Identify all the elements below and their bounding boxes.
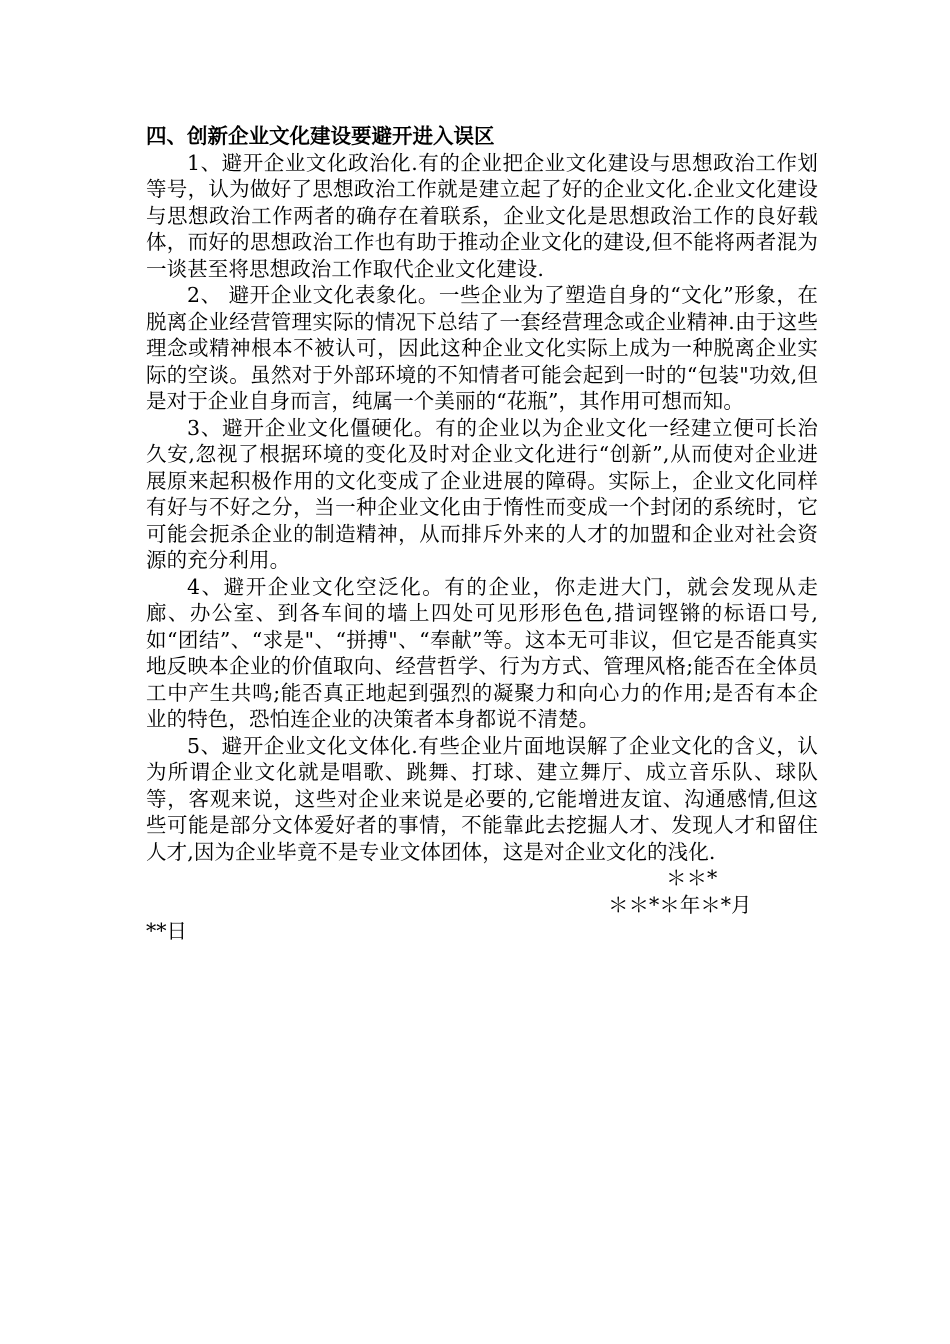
signature-day: **日 bbox=[146, 919, 187, 943]
paragraph-5: 5、避开企业文化文体化.有些企业片面地误解了企业文化的含义，认为所谓企业文化就是唱歌、跳舞、打球、建立舞厅、成立音乐队、球队等，客观来说，这些对企业来说是必要的,它能增进友谊、沟通感情,但这些可能是部分文体爱好者的事情，不能靠此去挖掘人才、发现人才和留住人才,因为企业毕竟不是专业文体团体，这是对企业文化的浅化. bbox=[146, 733, 818, 864]
signature-author: ＊＊* bbox=[666, 866, 718, 890]
signature-date: ＊＊*＊年＊*月 bbox=[608, 892, 752, 917]
paragraph-1: 1、避开企业文化政治化.有的企业把企业文化建设与思想政治工作划等号，认为做好了思想政治工作就是建立起了好的企业文化.企业文化建设与思想政治工作两者的确存在着联系，企业文化是思想政治工作的良好载体，而好的思想政治工作也有助于推动企业文化的建设,但不能将两者混为一谈甚至将思想政治工作取代企业文化建设. bbox=[146, 150, 818, 281]
paragraph-2: 2、 避开企业文化表象化。一些企业为了塑造自身的“文化”形象，在脱离企业经营管理实际的情况下总结了一套经营理念或企业精神.由于这些理念或精神根本不被认可，因此这种企业文化实际上成为一种脱离企业实际的空谈。虽然对于外部环境的不知情者可能会起到一时的“包装"功效,但是对于企业自身而言，纯属一个美丽的“花瓶”，其作用可想而知。 bbox=[146, 283, 818, 413]
section-heading: 四、创新企业文化建设要避开进入误区 bbox=[146, 124, 495, 148]
paragraph-3: 3、避开企业文化僵硬化。有的企业以为企业文化一经建立便可长治久安,忽视了根据环境的变化及时对企业文化进行“创新”,从而使对企业进展原来起积极作用的文化变成了企业进展的障碍。实际上，企业文化同样有好与不好之分，当一种企业文化由于惰性而变成一个封闭的系统时，它可能会扼杀企业的制造精神，从而排斥外来的人才的加盟和企业对社会资源的充分利用。 bbox=[146, 415, 818, 572]
document-body bbox=[146, 123, 818, 945]
paragraph-4: 4、避开企业文化空泛化。有的企业，你走进大门，就会发现从走廊、办公室、到各车间的墙上四处可见形形色色,措词铿锵的标语口号,如“团结”、“求是"、“拼搏"、“奉献”等。这本无可非议，但它是否能真实地反映本企业的价值取向、经营哲学、行为方式、管理风格;能否在全体员工中产生共鸣;能否真正地起到强烈的凝聚力和向心力的作用;是否有本企业的特色，恐怕连企业的决策者本身都说不清楚。 bbox=[146, 574, 818, 731]
